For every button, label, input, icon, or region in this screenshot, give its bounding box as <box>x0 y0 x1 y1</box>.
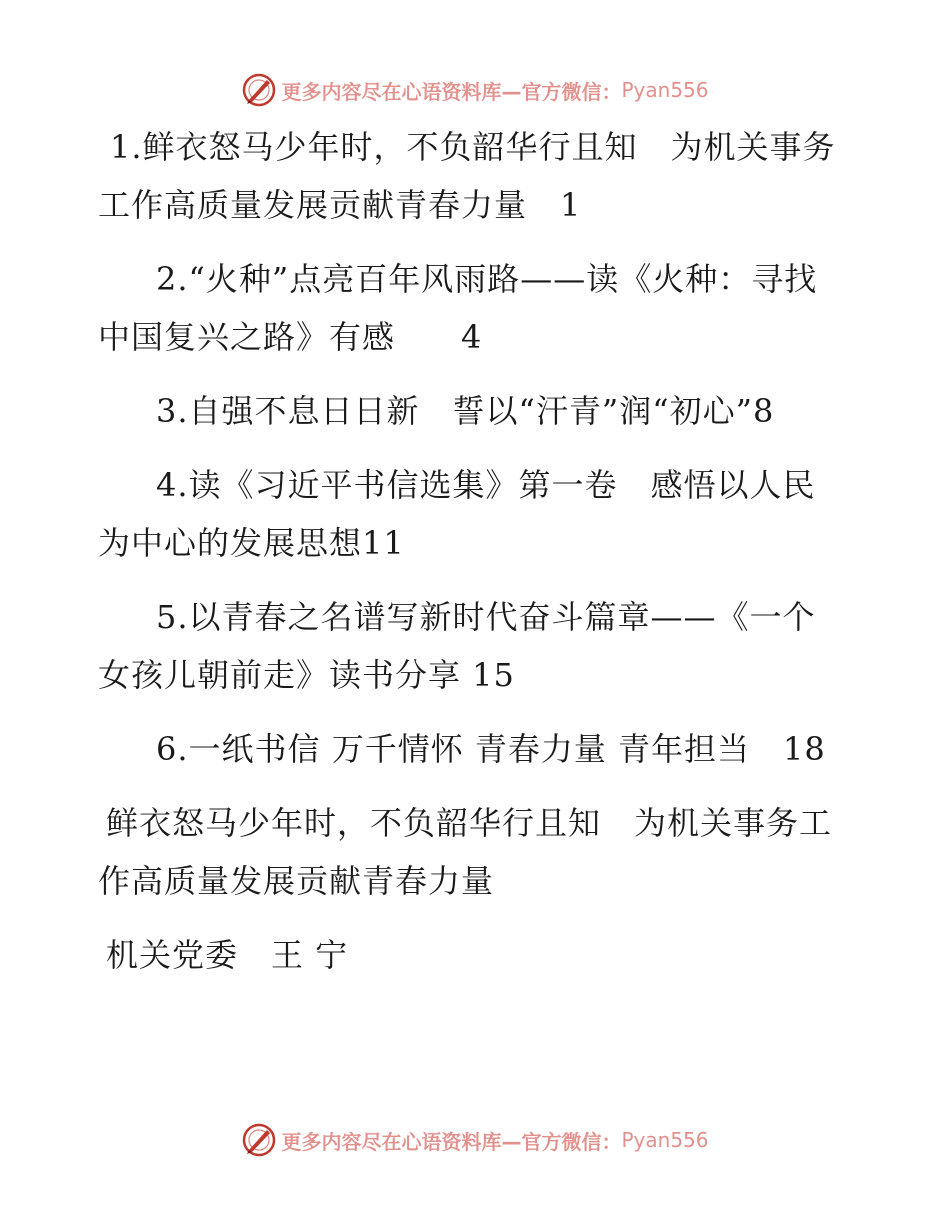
toc-entry-3[interactable]: 3.自强不息日日新 誓以“汗青”润“初心”8 <box>156 392 775 430</box>
quill-pen-seal-icon <box>241 72 277 108</box>
document-body <box>98 118 838 1000</box>
watermark-wechat-id: Pyan556 <box>621 78 709 102</box>
watermark-banner-bottom <box>0 1120 950 1160</box>
watermark-text: 更多内容尽在心语资料库—官方微信： <box>281 1129 622 1154</box>
toc-entry-1[interactable]: 1.鲜衣怒马少年时，不负韶华行且知 为机关事务工作高质量发展贡献青春力量 1 <box>98 128 836 224</box>
watermark-banner-top <box>0 70 950 110</box>
toc-entry-6[interactable]: 6.一纸书信 万千情怀 青春力量 青年担当 18 <box>156 730 826 768</box>
article-title: 鲜衣怒马少年时，不负韶华行且知 为机关事务工作高质量发展贡献青春力量 <box>98 804 833 900</box>
watermark-wechat-id: Pyan556 <box>621 1128 709 1152</box>
toc-entry-4[interactable]: 4.读《习近平书信选集》第一卷 感悟以人民为中心的发展思想11 <box>98 466 816 562</box>
article-author: 机关党委 王 宁 <box>106 936 349 974</box>
toc-entry-2[interactable]: 2.“火种”点亮百年风雨路——读《火种：寻找中国复兴之路》有感 4 <box>98 260 818 356</box>
quill-pen-seal-icon <box>241 1122 277 1158</box>
toc-entry-5[interactable]: 5.以青春之名谱写新时代奋斗篇章——《一个女孩儿朝前走》读书分享 15 <box>98 598 816 694</box>
watermark-text: 更多内容尽在心语资料库—官方微信： <box>281 79 622 104</box>
